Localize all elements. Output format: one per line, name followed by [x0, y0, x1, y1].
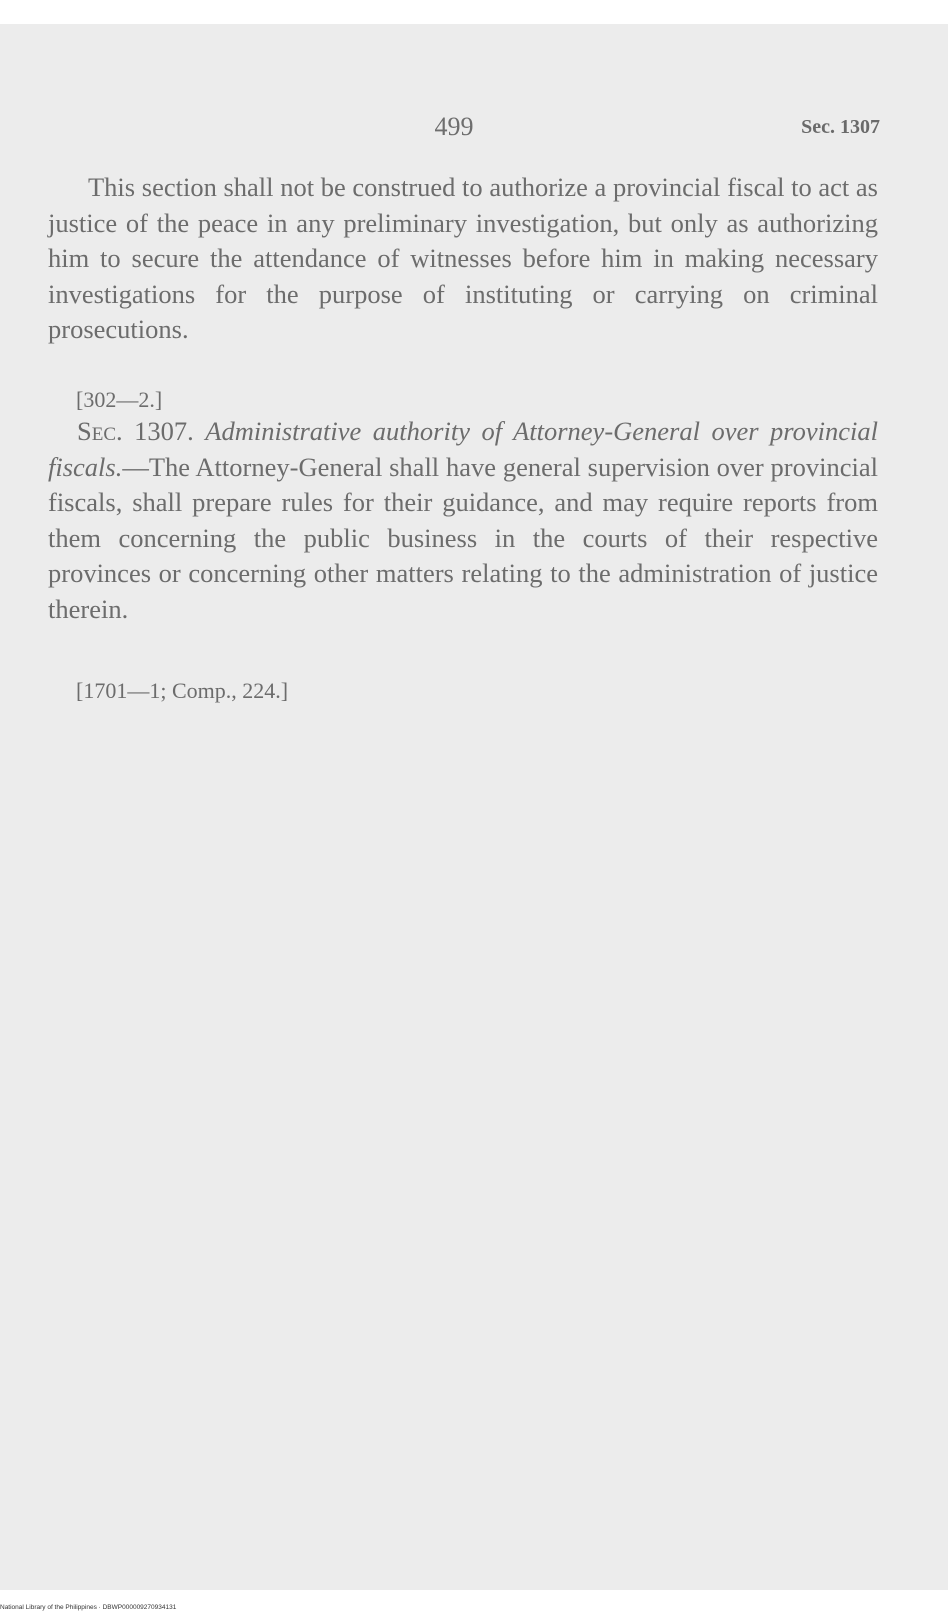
source-reference: [1701—1; Comp., 224.] — [76, 678, 289, 703]
running-head-section: Sec. 1307 — [801, 116, 880, 138]
section-text: —The Attorney-General shall have general supervision over provincial fiscals, shall prepare rules for their guidance, and may require reports from them concerning the public business in the courts of their respective provinces or concerning other matters relating to the administration of justice therein. — [48, 451, 878, 624]
section-title: Administrative authority of Attorney-General over provincial fiscals. — [48, 416, 878, 482]
section-number: 1307. — [122, 416, 206, 446]
section-label: Sec. — [77, 416, 123, 446]
page-number: 499 — [434, 112, 474, 141]
scan-credit-footer: National Library of the Philippines · DBWP000009270934131 — [0, 1604, 177, 1611]
body-paragraph: This section shall not be construed to authorize a provincial fiscal to act as justice of the peace in any preliminary investigation, but only as authorizing him to secure the attendance of witnesses before him in making necessary investigations for the purpose of instituting or carrying on criminal prosecutions. — [48, 172, 878, 344]
source-reference: [302—2.] — [76, 387, 163, 412]
section-1307-paragraph — [48, 414, 878, 627]
